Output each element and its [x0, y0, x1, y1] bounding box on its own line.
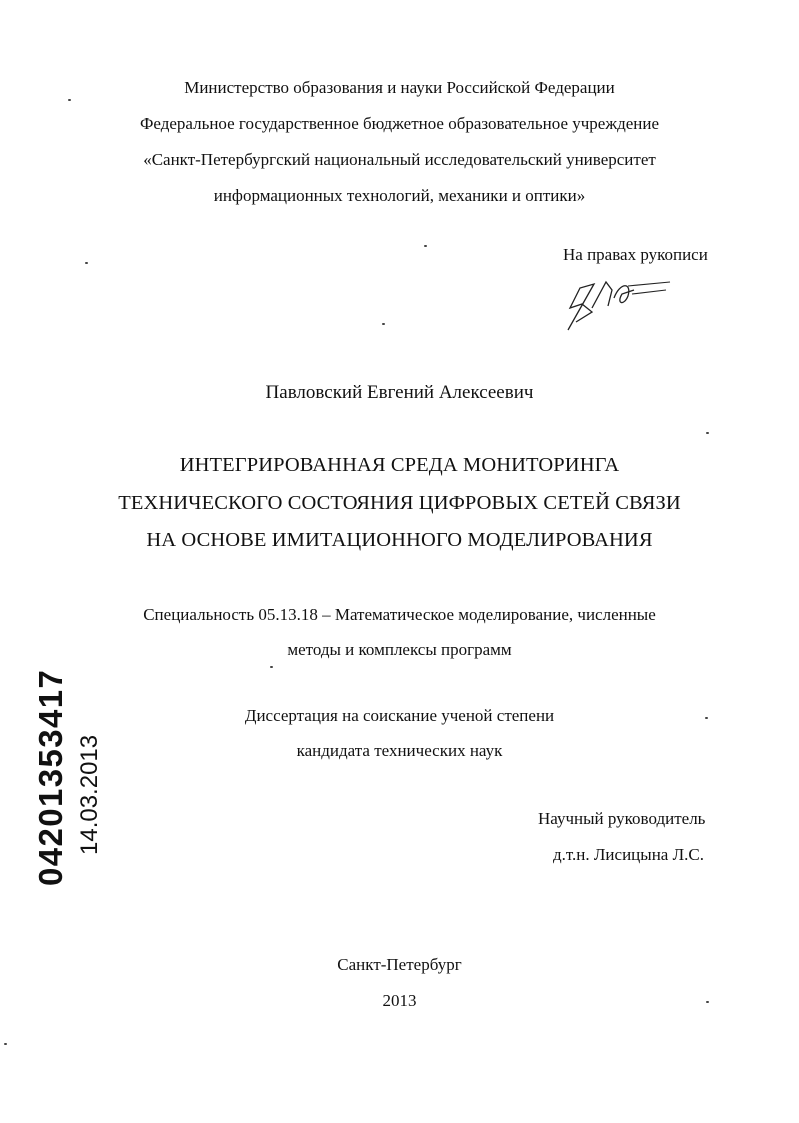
scan-speck — [382, 323, 385, 325]
university-line-2: информационных технологий, механики и оптики» — [213, 186, 586, 205]
author-name: Павловский Евгений Алексеевич — [265, 382, 534, 403]
specialty-line-1: Специальность 05.13.18 – Математическое моделирование, численные — [143, 605, 656, 624]
title-line-3: НА ОСНОВЕ ИМИТАЦИОННОГО МОДЕЛИРОВАНИЯ — [146, 529, 653, 551]
library-stamp-code: 04201353417 — [32, 668, 69, 886]
signature — [562, 268, 682, 336]
title-line-1: ИНТЕГРИРОВАННАЯ СРЕДА МОНИТОРИНГА — [179, 454, 620, 476]
scan-speck — [706, 1001, 709, 1003]
year: 2013 — [382, 991, 417, 1010]
supervisor-name: д.т.н. Лисицына Л.С. — [553, 845, 704, 864]
scan-speck — [85, 262, 88, 264]
scan-speck — [68, 99, 71, 101]
scan-speck — [705, 717, 708, 719]
university-line-1: «Санкт-Петербургский национальный исследовательский университет — [143, 150, 656, 169]
degree-line-1: Диссертация на соискание ученой степени — [244, 706, 555, 725]
scan-speck — [424, 245, 427, 247]
degree-line-2: кандидата технических наук — [296, 741, 503, 760]
institution-type-line: Федеральное государственное бюджетное образовательное учреждение — [139, 114, 660, 133]
library-stamp-date: 14.03.2013 — [76, 734, 103, 855]
scan-speck — [4, 1043, 7, 1045]
scan-speck — [270, 666, 273, 668]
supervisor-label: Научный руководитель — [538, 809, 706, 828]
scan-speck — [706, 432, 709, 434]
title-line-2: ТЕХНИЧЕСКОГО СОСТОЯНИЯ ЦИФРОВЫХ СЕТЕЙ СВЯЗИ — [118, 492, 681, 514]
ministry-line: Министерство образования и науки Российской Федерации — [184, 78, 615, 97]
rights-note: На правах рукописи — [563, 245, 708, 264]
city: Санкт-Петербург — [337, 955, 462, 974]
specialty-line-2: методы и комплексы программ — [287, 640, 512, 659]
